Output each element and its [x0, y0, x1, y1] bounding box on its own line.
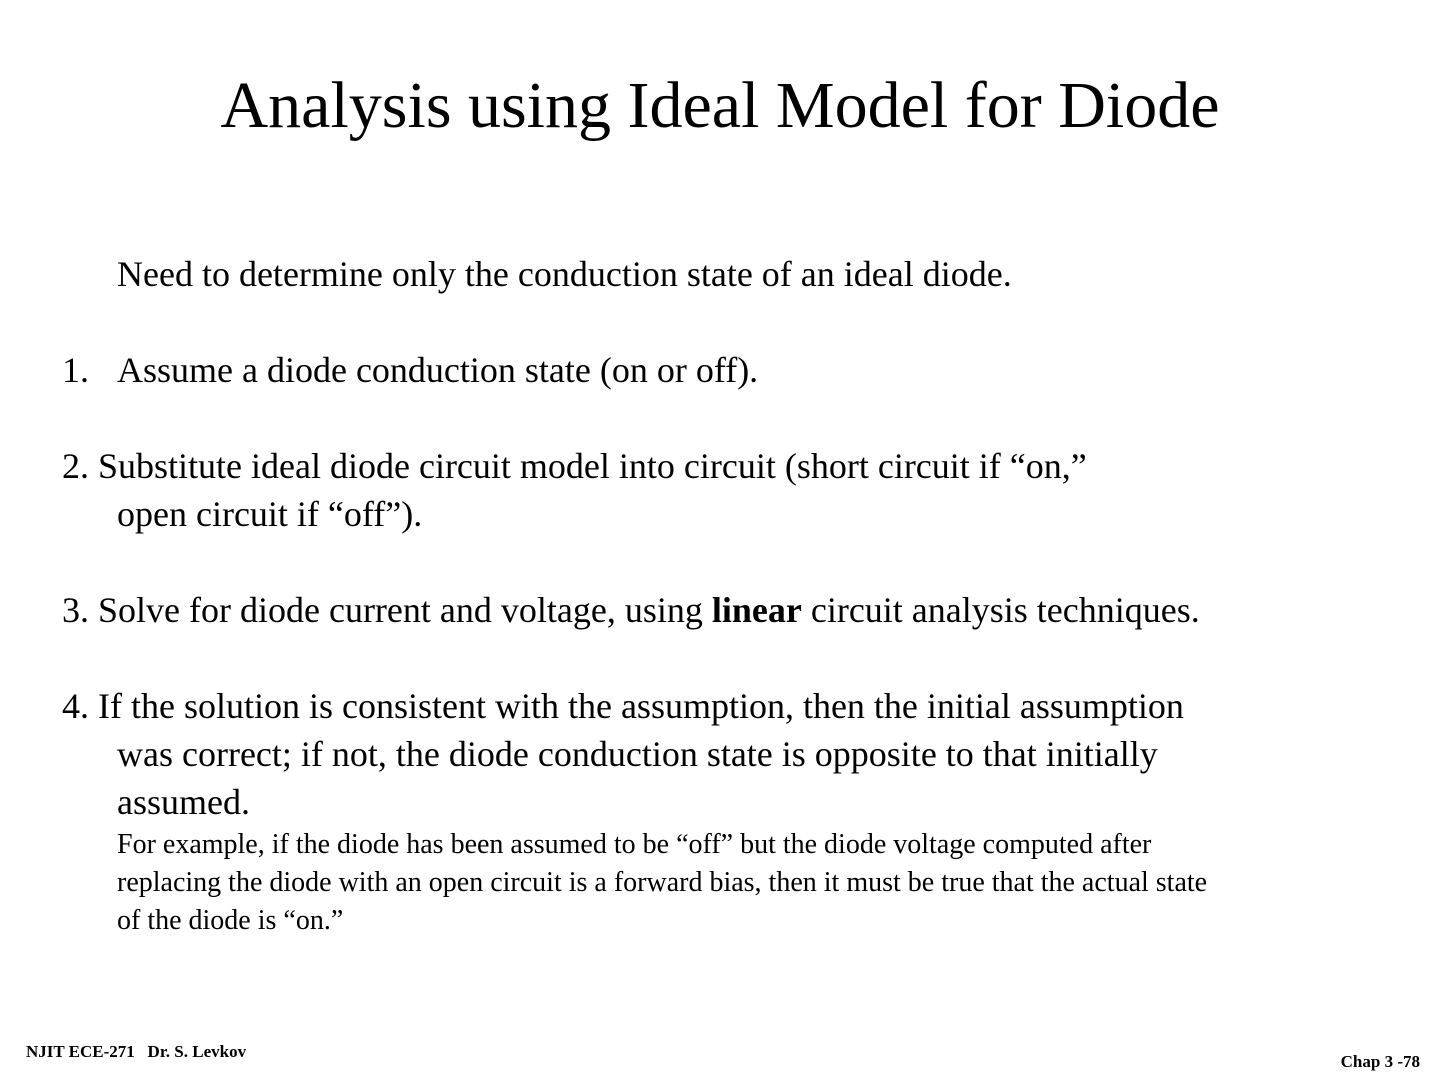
item4-line1: 4. If the solution is consistent with the assumption, then the initial assumption [62, 686, 1184, 726]
example-line1: For example, if the diode has been assumed to be “off” but the diode voltage computed after [117, 829, 1152, 860]
item3-after: circuit analysis techniques. [801, 590, 1200, 630]
item3-bold: linear [711, 590, 802, 630]
example-line2: replacing the diode with an open circuit is a forward bias, then it must be true that the actual state [117, 867, 1208, 898]
item3-before: 3. Solve for diode current and voltage, using [62, 590, 712, 630]
item1-number: 1. [62, 350, 89, 390]
item2-line1: 2. Substitute ideal diode circuit model into circuit (short circuit if “on,” [62, 446, 1087, 486]
item2-line2: open circuit if “off”). [117, 494, 423, 534]
footer-page-number: Chap 3 -78 [1340, 1052, 1420, 1071]
item4-line2: was correct; if not, the diode conduction state is opposite to that initially [117, 734, 1158, 774]
item4-line3: assumed. [117, 782, 250, 822]
example-line3: of the diode is “on.” [117, 905, 344, 936]
slide-title: Analysis using Ideal Model for Diode [220, 69, 1220, 142]
intro-text: Need to determine only the conduction state of an ideal diode. [117, 254, 1012, 294]
item3-text [62, 586, 1200, 634]
footer-course: NJIT ECE-271 Dr. S. Levkov [26, 1042, 247, 1061]
item1-text: Assume a diode conduction state (on or off). [117, 350, 759, 390]
